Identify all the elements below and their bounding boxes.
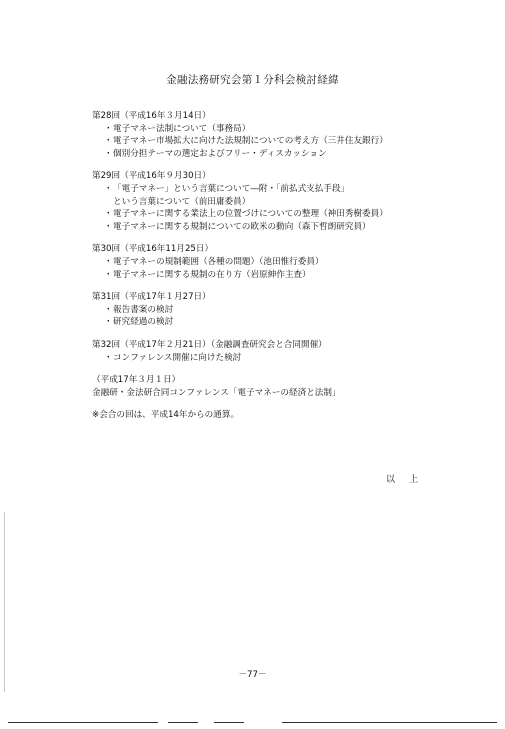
list-item: [92, 316, 437, 329]
list-item-text: 電子マネー市場拡大に向けた法規制についての考え方（三井住友銀行）: [113, 136, 388, 147]
list-item: [92, 304, 437, 317]
conference-date: （平成17年３月１日）: [92, 375, 181, 386]
session-items: [92, 123, 437, 161]
list-item: [92, 148, 437, 161]
session-items: [92, 304, 437, 329]
session-heading: 第31回（平成17年１月27日）: [92, 292, 211, 303]
session-items: [92, 183, 437, 233]
list-item: [92, 135, 437, 148]
document-body: [92, 110, 437, 422]
bullet-mark: ・: [104, 304, 113, 315]
page-number: －77－: [238, 670, 267, 680]
session-items: [92, 256, 437, 281]
bullet-mark: ・: [104, 183, 113, 194]
list-item: [92, 208, 437, 221]
bullet-mark: ・: [104, 269, 113, 280]
list-item-text: 個別分担テーマの選定およびフリー・ディスカッション: [113, 148, 327, 159]
bullet-mark: ・: [104, 123, 113, 134]
list-item: [92, 196, 437, 209]
bullet-mark: ・: [104, 136, 113, 147]
session-heading: 第32回（平成17年２月21日）（金融調査研究会と合同開催）: [92, 339, 327, 350]
list-item-text: 「電子マネー」という言葉について―附・「前払式支払手段」: [113, 183, 350, 194]
list-item-text: 電子マネーの規制範囲（各種の問題）（池田惟行委員）: [113, 256, 324, 267]
bullet-mark: ・: [104, 352, 113, 363]
bullet-mark: ・: [104, 148, 113, 159]
footer-rule: [0, 722, 505, 724]
list-item-text: 電子マネーに関する規制の在り方（岩原紳作主査）: [113, 269, 311, 280]
bullet-mark: ・: [104, 317, 113, 328]
list-item: [92, 123, 437, 136]
bullet-mark: ・: [104, 256, 113, 267]
footnote: ※会合の回は、平成14年からの通算。: [92, 410, 240, 421]
bullet-mark: ・: [104, 221, 113, 232]
session-heading: 第28回（平成16年３月14日）: [92, 111, 211, 121]
session-items: [92, 352, 437, 365]
list-item-text: 研究経過の検討: [113, 317, 174, 328]
session-list: [92, 110, 437, 364]
session-heading: 第29回（平成16年９月30日）: [92, 171, 211, 182]
list-item-text: 電子マネー法制について（事務局）: [113, 123, 251, 134]
list-item: [92, 183, 437, 196]
list-item-text: 報告書案の検討: [113, 304, 174, 315]
bullet-mark: ・: [104, 209, 113, 220]
list-item-text: コンファレンス開催に向けた検討: [113, 352, 242, 363]
closing-mark: 以上: [386, 475, 433, 485]
list-item-text: 電子マネーに関する業法上の位置づけについての整理（神田秀樹委員）: [113, 209, 388, 220]
document-title: 金融法務研究会第１分科会検討経緯: [166, 74, 339, 86]
spacer: [92, 399, 437, 409]
session-heading: 第30回（平成16年11月25日）: [92, 244, 214, 255]
scan-edge-mark: [4, 512, 5, 692]
list-item: [92, 269, 437, 282]
conference-text: 金融研・金法研合同コンファレンス「電子マネーの経済と法制」: [92, 387, 341, 398]
list-item: [92, 256, 437, 269]
list-item: [92, 352, 437, 365]
list-item-text: 電子マネーに関する規制についての欧米の動向（森下哲朗研究員）: [113, 221, 371, 232]
list-item-text: という言葉について（前田庸委員）: [113, 196, 251, 207]
list-item: [92, 221, 437, 234]
